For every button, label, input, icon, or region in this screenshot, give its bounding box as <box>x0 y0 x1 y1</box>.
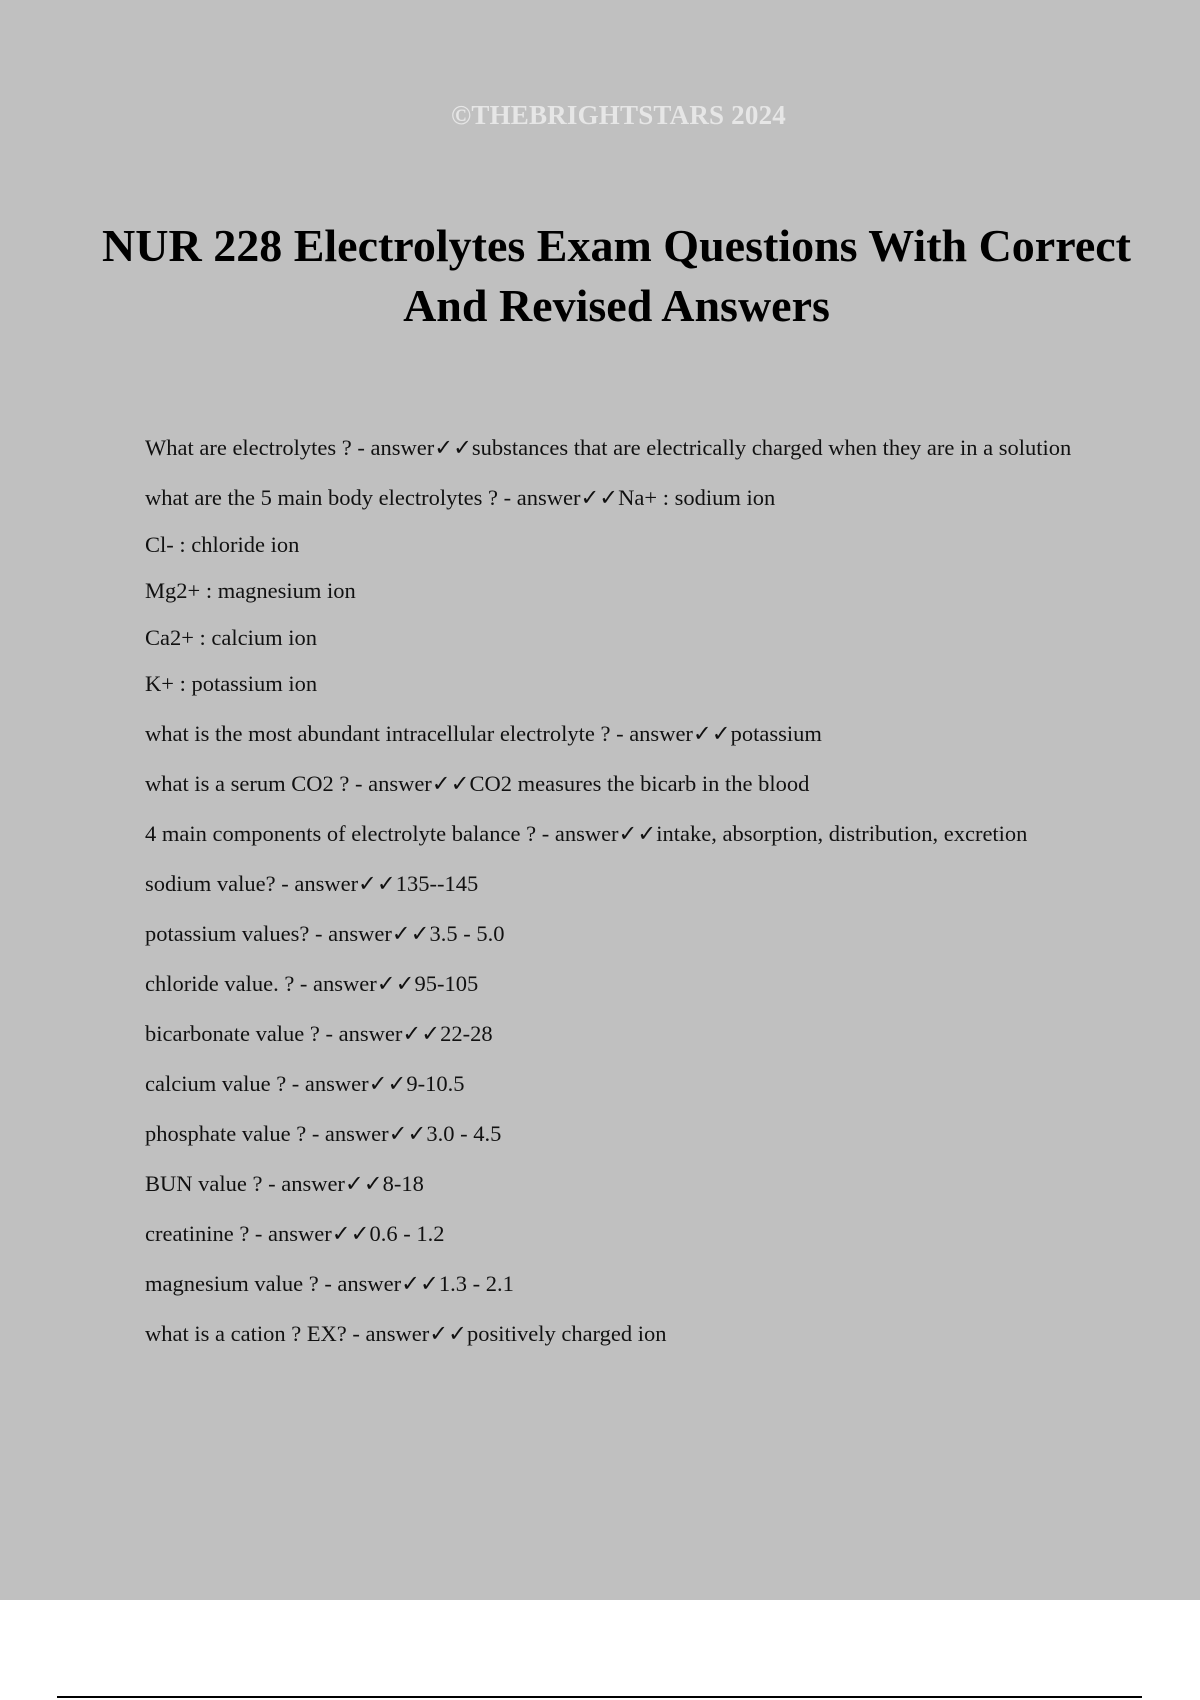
qa-item-chloride-value: chloride value. ? - answer✓✓95-105 <box>145 971 479 996</box>
qa-item-creatinine: creatinine ? - answer✓✓0.6 - 1.2 <box>145 1221 445 1246</box>
qa-item-potassium-ion: K+ : potassium ion <box>145 671 318 696</box>
footer-rule <box>57 1696 1142 1698</box>
qa-item-electrolytes-definition: What are electrolytes ? - answer✓✓substances that are electrically charged when they are in a solution <box>145 435 1072 460</box>
qa-item-balance-components: 4 main components of electrolyte balance ? - answer✓✓intake, absorption, distribution, excretion <box>145 821 1028 846</box>
qa-item-chloride-ion: Cl- : chloride ion <box>145 531 300 557</box>
qa-item-serum-co2: what is a serum CO2 ? - answer✓✓CO2 measures the bicarb in the blood <box>145 771 810 796</box>
document-title: NUR 228 Electrolytes Exam Questions With Correct And Revised Answers <box>102 220 1131 331</box>
qa-list <box>145 432 1075 1368</box>
qa-item-intracellular-electrolyte: what is the most abundant intracellular electrolyte ? - answer✓✓potassium <box>145 721 822 746</box>
qa-item-main-electrolytes: what are the 5 main body electrolytes ? - answer✓✓Na+ : sodium ion <box>145 485 776 510</box>
qa-item-bun-value: BUN value ? - answer✓✓8-18 <box>145 1171 424 1196</box>
qa-item-calcium-value: calcium value ? - answer✓✓9-10.5 <box>145 1071 465 1096</box>
qa-item-potassium-values: potassium values? - answer✓✓3.5 - 5.0 <box>145 921 505 946</box>
qa-item-calcium-ion: Ca2+ : calcium ion <box>145 624 318 650</box>
qa-item-phosphate-value: phosphate value ? - answer✓✓3.0 - 4.5 <box>145 1121 502 1146</box>
qa-item-sodium-value: sodium value? - answer✓✓135--145 <box>145 871 479 896</box>
watermark: ©THEBRIGHTSTARS 2024 <box>450 100 786 130</box>
qa-item-cation: what is a cation ? EX? - answer✓✓positively charged ion <box>145 1321 667 1346</box>
qa-item-magnesium-ion: Mg2+ : magnesium ion <box>145 578 356 603</box>
qa-item-magnesium-value: magnesium value ? - answer✓✓1.3 - 2.1 <box>145 1271 514 1296</box>
qa-item-bicarbonate-value: bicarbonate value ? - answer✓✓22-28 <box>145 1021 493 1046</box>
